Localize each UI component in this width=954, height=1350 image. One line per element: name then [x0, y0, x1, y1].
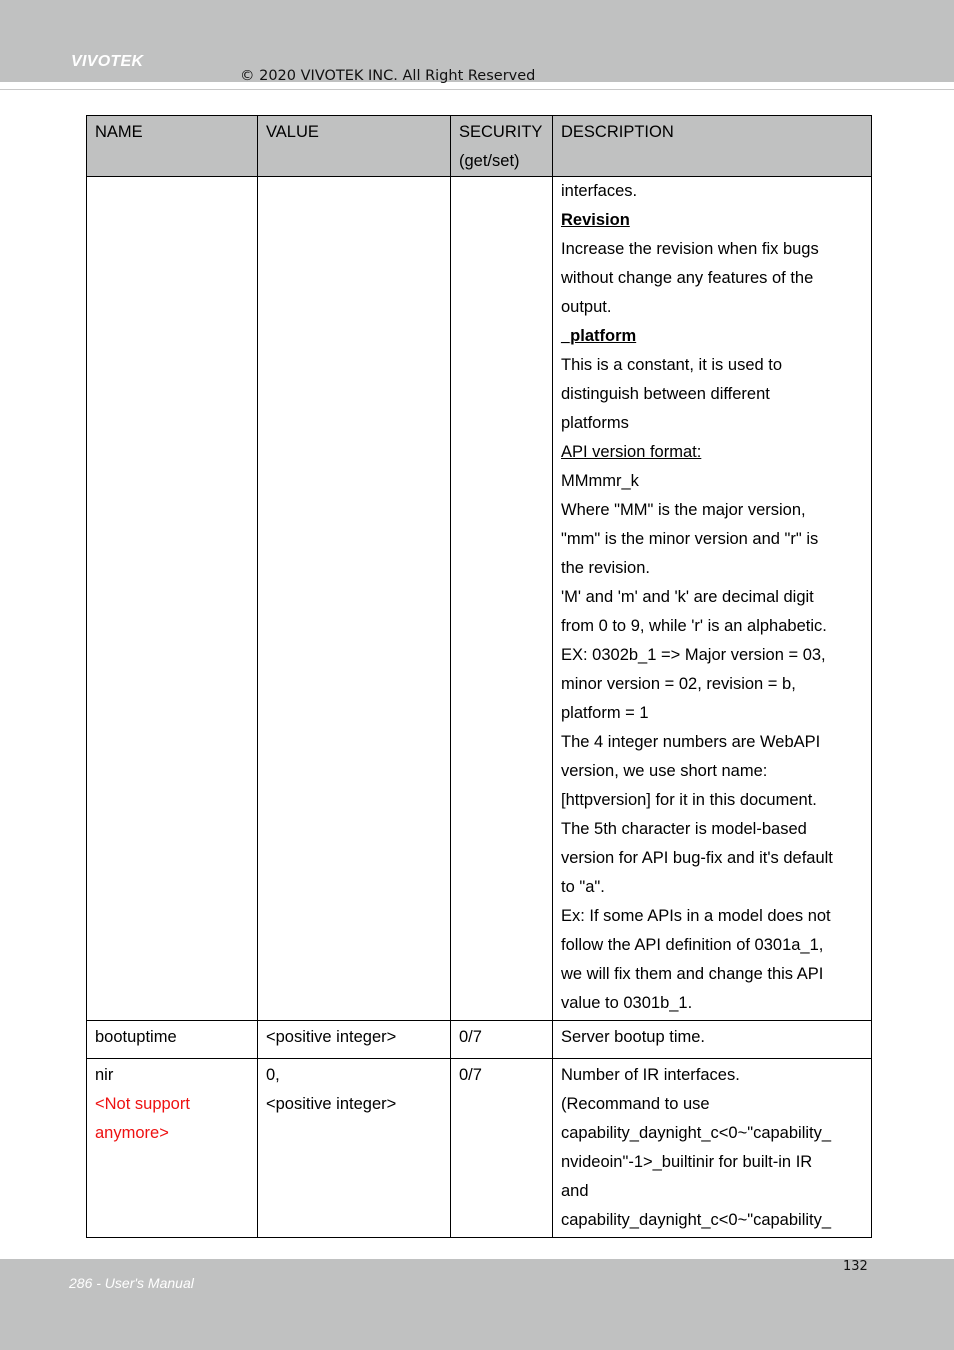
- desc-line: 'M' and 'm' and 'k' are decimal digit: [561, 588, 814, 606]
- deprecation-note: anymore>: [95, 1124, 169, 1142]
- manual-page-label: 286 - User's Manual: [69, 1275, 194, 1291]
- desc-line: Increase the revision when fix bugs: [561, 240, 819, 258]
- cell-value: <positive integer>: [258, 1021, 451, 1059]
- value-line: <positive integer>: [266, 1095, 397, 1113]
- deprecation-note: <Not support: [95, 1095, 190, 1113]
- desc-line: "mm" is the minor version and "r" is: [561, 530, 819, 548]
- desc-line: capability_daynight_c<0~"capability_: [561, 1211, 832, 1229]
- desc-line: follow the API definition of 0301a_1,: [561, 936, 824, 954]
- desc-line: to "a".: [561, 878, 605, 896]
- desc-line: The 5th character is model-based: [561, 820, 807, 838]
- cell-value-empty: [258, 177, 451, 1021]
- header-value: VALUE: [258, 116, 451, 177]
- desc-line: EX: 0302b_1 => Major version = 03,: [561, 646, 826, 664]
- cell-security-empty: [451, 177, 553, 1021]
- desc-line: interfaces.: [561, 182, 638, 200]
- copyright-notice: © 2020 VIVOTEK INC. All Right Reserved: [240, 68, 536, 84]
- desc-heading-platform: _platform: [561, 327, 637, 345]
- desc-line: capability_daynight_c<0~"capability_: [561, 1124, 832, 1142]
- desc-line: The 4 integer numbers are WebAPI: [561, 733, 821, 751]
- desc-line: without change any features of the: [561, 269, 814, 287]
- desc-line: and: [561, 1182, 589, 1200]
- desc-line: platforms: [561, 414, 629, 432]
- header-security: [451, 116, 553, 177]
- desc-line: minor version = 02, revision = b,: [561, 675, 796, 693]
- desc-line: (Recommand to use: [561, 1095, 710, 1113]
- table-header-row: [87, 116, 872, 177]
- desc-line: from 0 to 9, while 'r' is an alphabetic.: [561, 617, 827, 635]
- desc-line: version for API bug-fix and it's default: [561, 849, 833, 867]
- cell-security: 0/7: [451, 1021, 553, 1059]
- header-divider: [0, 89, 954, 90]
- cell-security: 0/7: [451, 1059, 553, 1238]
- parameter-table: [86, 115, 872, 1238]
- header-security-line1: SECURITY: [459, 123, 543, 141]
- table-row-bootuptime: [87, 1021, 872, 1059]
- desc-line: distinguish between different: [561, 385, 770, 403]
- desc-line: value to 0301b_1.: [561, 994, 693, 1012]
- desc-line: nvideoin"-1>_builtinir for built-in IR: [561, 1153, 813, 1171]
- brand-logo-text: VIVOTEK: [71, 53, 144, 70]
- header-name: NAME: [87, 116, 258, 177]
- desc-heading-api-format: API version format:: [561, 443, 702, 461]
- desc-line: MMmmr_k: [561, 472, 639, 490]
- desc-line: This is a constant, it is used to: [561, 356, 783, 374]
- desc-line: Where "MM" is the major version,: [561, 501, 806, 519]
- header-security-line2: (get/set): [459, 152, 520, 170]
- desc-line: Number of IR interfaces.: [561, 1066, 740, 1084]
- cell-description-continued: [553, 177, 872, 1021]
- cell-name: [87, 1059, 258, 1238]
- desc-line: version, we use short name:: [561, 762, 768, 780]
- value-line: 0,: [266, 1066, 280, 1084]
- cell-name-empty: [87, 177, 258, 1021]
- table-row-continued: [87, 177, 872, 1021]
- desc-heading-revision: Revision: [561, 211, 630, 229]
- page-number: 132: [843, 1259, 868, 1274]
- param-name: nir: [95, 1066, 114, 1084]
- desc-line: Ex: If some APIs in a model does not: [561, 907, 831, 925]
- cell-description: [553, 1059, 872, 1238]
- header-description: DESCRIPTION: [553, 116, 872, 177]
- desc-line: platform = 1: [561, 704, 649, 722]
- cell-value: [258, 1059, 451, 1238]
- table-row-nir: [87, 1059, 872, 1238]
- page-footer-band: [0, 1259, 954, 1350]
- desc-line: the revision.: [561, 559, 650, 577]
- cell-description: Server bootup time.: [553, 1021, 872, 1059]
- desc-line: we will fix them and change this API: [561, 965, 824, 983]
- desc-line: output.: [561, 298, 612, 316]
- cell-name: bootuptime: [87, 1021, 258, 1059]
- desc-line: [httpversion] for it in this document.: [561, 791, 817, 809]
